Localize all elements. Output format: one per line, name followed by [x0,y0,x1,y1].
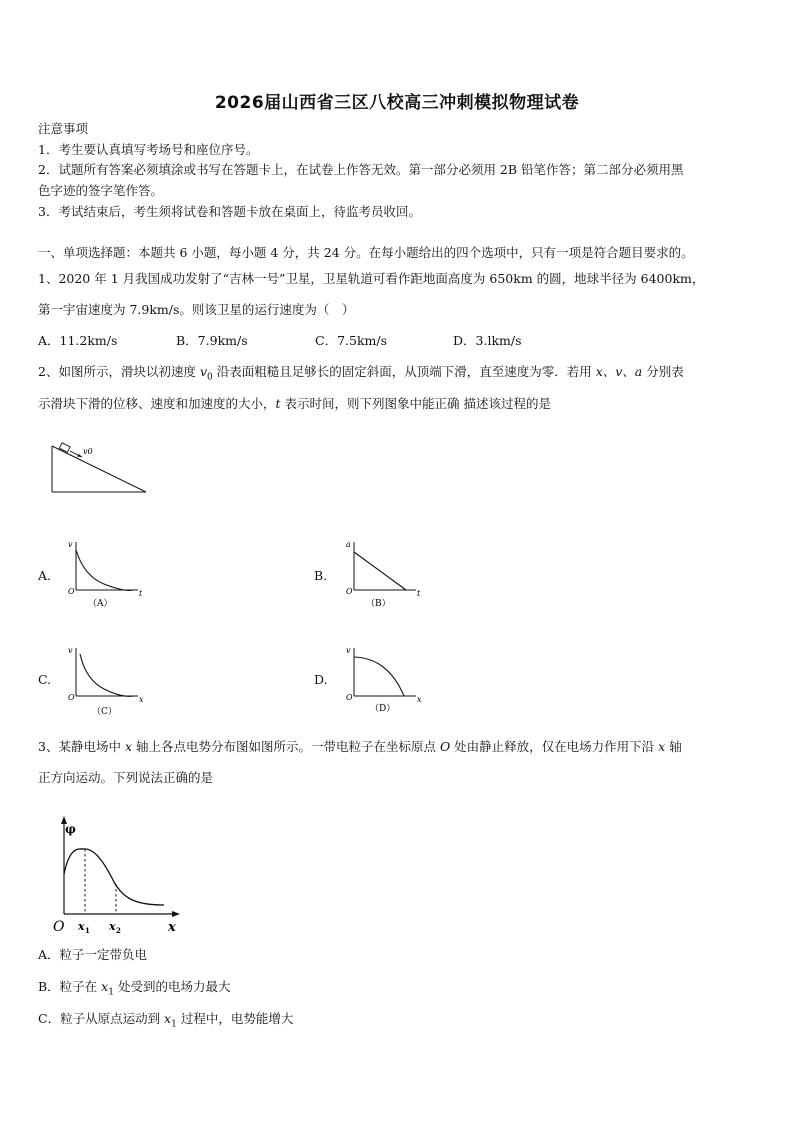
incline-figure [48,440,158,504]
graph-caption: （A） [88,599,113,609]
q2-line-1-a: 2、如图所示，滑块以初速度 [38,364,200,379]
q3-option-b [38,979,230,1001]
q3-line-1-d: 轴 [665,739,682,754]
q2-var-v0: v [199,364,207,379]
notice-item-1: 1．考生要认真填写考场号和座位序号。 [38,142,259,157]
graph-caption: （C） [92,707,117,717]
q2-line-1 [38,364,684,386]
origin-label: O [346,587,353,596]
q3-line-1 [38,739,682,755]
x-axis-label: x [168,920,176,935]
y-axis-label: a [346,540,351,549]
q3-line-1-c: 处由静止释放，仅在电场力作用下沿 [450,739,659,754]
notice-item-2: 2．试题所有答案必须填涂或书写在答题卡上，在试卷上作答无效。第一部分必须用 2B 铅笔作答；第二部分必须用黑 [38,162,684,177]
q3-option-c-var: x [164,1011,172,1026]
q3-option-a: A．粒子一定带负电 [38,947,148,962]
x-axis-label: x [139,695,144,704]
v-t-curve [76,550,134,590]
q1-option-b: B．7.9km/s [176,333,248,348]
q3-option-b-text-a: B．粒子在 [38,979,102,994]
q2-graph-b-option: B. [314,568,328,583]
q2-graph-b [342,538,432,618]
q2-var-t: t [275,396,281,411]
potential-curve [64,849,164,905]
q2-line-1-b: 沿表面粗糙且足够长的固定斜面，从顶端下滑，直至速度为零．若用 [212,364,596,379]
q3-option-c-text-a: C．粒子从原点运动到 [38,1011,165,1026]
q3-option-c-text-b: 过程中，电势能增大 [176,1011,294,1026]
q2-var-v0-sub: 0 [207,372,213,383]
q1-line-2: 第一宇宙速度为 7.9km/s。则该卫星的运行速度为（ ） [38,302,355,317]
x1-label: x [78,920,85,933]
notice-item-2-cont: 色字迹的签字笔作答。 [38,183,164,198]
page-title: 2026届山西省三区八校高三冲刺模拟物理试卷 [214,93,580,113]
q2-line-2-a: 示滑块下滑的位移、速度和加速度的大小， [38,396,276,411]
q3-option-b-text-b: 处受到的电场力最大 [113,979,231,994]
graph-caption: （D） [370,704,396,714]
q3-line-2: 正方向运动。下列说法正确的是 [38,770,214,785]
origin-label: O [346,693,353,702]
x2-label: x [109,920,116,933]
q3-var-o: O [439,739,451,754]
q1-option-d: D．3.lkm/s [453,333,522,348]
x-axis-label: x [417,695,422,704]
phi-label: φ [65,822,76,836]
q2-vars: x、v、a [595,364,643,379]
y-axis-label: v [68,540,73,549]
notice-item-3: 3．考试结束后，考生须将试卷和答题卡放在桌面上，待监考员收回。 [38,204,421,219]
q2-line-2-b: 表示时间，则下列图象中能正确 描述该过程的是 [280,396,551,411]
q1-option-a: A．11.2km/s [38,333,118,348]
x-axis-arrow [172,911,180,917]
x2-subscript: 2 [116,926,121,935]
q2-graph-a [64,538,154,618]
q2-graph-c-option: C. [38,672,52,687]
q2-graph-a-option: A. [38,568,52,583]
q2-graph-c [64,644,154,724]
y-axis-label: v [346,646,351,655]
a-t-line [354,552,406,590]
q2-graph-d [342,644,432,724]
origin-label: O [68,693,75,702]
section-heading: 一、单项选择题：本题共 6 小题，每小题 4 分，共 24 分。在每小题给出的四个选项中，只有一项是符合题目要求的。 [38,245,694,260]
q2-graph-d-option: D. [314,672,328,687]
incline-v0-label: v0 [83,447,93,456]
q3-option-b-sub: 1 [108,987,114,998]
origin-label: O [68,587,75,596]
q2-line-1-c: 分别表 [642,364,684,379]
q1-line-1: 1、2020 年 1 月我国成功发射了“吉林一号”卫星，卫星轨道可看作距地面高度为 650km 的圆，地球半径为 6400km， [38,271,705,286]
y-axis-label: v [68,646,73,655]
q3-option-b-var: x [101,979,109,994]
origin-label: O [53,919,65,935]
q3-option-c [38,1011,293,1033]
x1-subscript: 1 [85,926,90,935]
q3-var-x2: x [658,739,666,754]
v-x-curve [80,654,134,696]
q3-var-x: x [124,739,132,754]
q3-line-1-b: 轴上各点电势分布图如图所示。一带电粒子在坐标原点 [132,739,440,754]
notice-heading: 注意事项 [38,121,89,136]
q3-option-c-sub: 1 [171,1019,177,1030]
q2-line-2 [38,396,551,412]
x-axis-label: t [417,589,421,598]
graph-caption: （B） [366,599,391,609]
x-axis-label: t [139,589,143,598]
v-x-curve [354,657,404,696]
q1-option-c: C．7.5km/s [315,333,387,348]
q3-line-1-a: 3、某静电场中 [38,739,125,754]
potential-graph [48,812,188,944]
